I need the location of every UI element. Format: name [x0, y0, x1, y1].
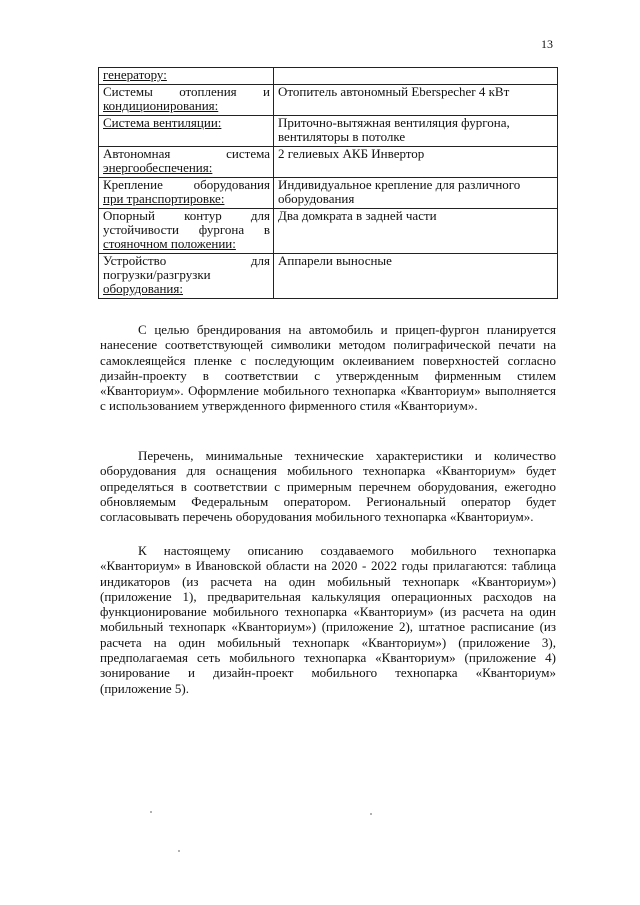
equipment-spec-table: [98, 67, 558, 299]
table-cell-label: [99, 85, 274, 116]
label-line: стояночном положении:: [103, 236, 236, 251]
table-cell-value: Аппарели выносные: [274, 254, 558, 299]
table-cell-label: [99, 147, 274, 178]
table-row: [99, 85, 558, 116]
scan-speck: [370, 813, 372, 815]
table-row: [99, 209, 558, 254]
table-cell-value: 2 гелиевых АКБ Инвертор: [274, 147, 558, 178]
table-cell-label: [99, 178, 274, 209]
table-row: [99, 68, 558, 85]
paragraph-text: С целью брендирования на автомобиль и прицеп-фургон планируется нанесение соответствующей символики методом полиграфической печати на самоклеящейся пленке с последующим оклеиванием поверхностей согласно дизайн-проекту в соответствии с утвержденным фирменным стилем «Кванториум». Оформление мобильного технопарка «Кванториум» выполняется с использованием утвержденного фирменного стиля «Кванториум».: [100, 322, 556, 414]
label-line: Крепление оборудования: [103, 177, 270, 192]
table-cell-value: Индивидуальное крепление для различного оборудования: [274, 178, 558, 209]
label-line: Устройство для: [103, 253, 270, 268]
paragraph-branding: [100, 322, 556, 414]
table-cell-label: [99, 68, 274, 85]
label-line: Опорный контур для: [103, 208, 270, 223]
table-row: [99, 254, 558, 299]
label-line: при транспортировке:: [103, 191, 225, 206]
table-cell-value: Два домкрата в задней части: [274, 209, 558, 254]
table-cell-label: [99, 209, 274, 254]
label-line: Автономная система: [103, 146, 270, 161]
scan-speck: [178, 850, 180, 852]
label-line: генератору:: [103, 67, 167, 82]
paragraph-equipment-list: [100, 448, 556, 524]
label-line: кондиционирования:: [103, 98, 219, 113]
label-line: Система вентиляции:: [103, 115, 222, 130]
label-line: погрузки/разгрузки: [103, 267, 211, 282]
page-number: 13: [541, 37, 553, 51]
table-cell-value: [274, 68, 558, 85]
table-cell-label: [99, 254, 274, 299]
table-row: [99, 147, 558, 178]
label-line: оборудования:: [103, 281, 183, 296]
paragraph-text: Перечень, минимальные технические характеристики и количество оборудования для оснащения мобильного технопарка «Кванториум» будет определяться в соответствии с примерным перечнем оборудования, ежегодно обновляемым Федеральным оператором. Региональный оператор будет согласовывать перечень оборудования мобильного технопарка «Кванториум».: [100, 448, 556, 525]
label-line: Системы отопления и: [103, 84, 270, 99]
paragraph-text: К настоящему описанию создаваемого мобильного технопарка «Кванториум» в Ивановской области на 2020 - 2022 годы прилагаются: таблица индикаторов (из расчета на один мобильный технопарк «Кванториум») (приложение 1), предварительная калькуляция операционных расходов на функционирование мобильного технопарка «Кванториум» (из расчета на один мобильный технопарк «Кванториум») (приложение 2), штатное расписание (из расчета на один мобильный технопарк «Кванториум») (приложение 3), предполагаемая сеть мобильного технопарка «Кванториум» (приложение 4) зонирование и дизайн-проект мобильного технопарка «Кванториум» (приложение 5).: [100, 543, 556, 696]
table-cell-value: Приточно-вытяжная вентиляция фургона, вентиляторы в потолке: [274, 116, 558, 147]
label-line: энергообеспечения:: [103, 160, 213, 175]
table-row: [99, 178, 558, 209]
label-line: устойчивости фургона в: [103, 222, 270, 237]
scan-speck: [150, 811, 152, 813]
table-row: [99, 116, 558, 147]
paragraph-appendices: [100, 543, 556, 696]
table-cell-value: Отопитель автономный Eberspecher 4 кВт: [274, 85, 558, 116]
table-cell-label: [99, 116, 274, 147]
